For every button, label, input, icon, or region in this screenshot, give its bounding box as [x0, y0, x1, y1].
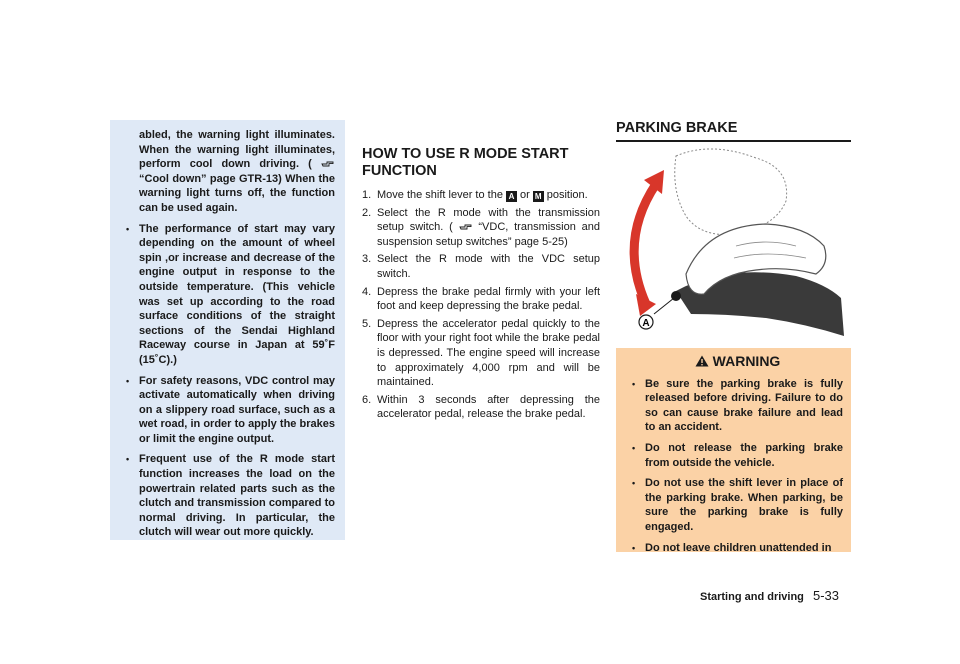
position-m-icon: M — [533, 191, 544, 202]
steps-list — [362, 188, 600, 422]
parking-brake-section — [616, 120, 851, 552]
note-bullet: • The performance of start may vary depending on the amount of wheel spin ,or increase and decrease of the engine output in response to the outside temperature. (This vehicle was set up according to the road surface conditions of the straight sections of the Sendai Highland Raceway course in Japan at 59˚F (15˚C).) — [126, 222, 335, 368]
page-footer — [700, 588, 839, 603]
note-bullet: • For safety reasons, VDC control may activate automatically when driving on a slippery road surface, such as a wet road, in order to apply the brakes or limit the engine output. — [126, 374, 335, 447]
motion-arrow — [634, 184, 656, 304]
footer-section: Starting and driving — [700, 591, 804, 603]
step-item: 5. Depress the accelerator pedal quickly to the floor with your right foot while the brake pedal is depressed. The engine speed will increase to approximately 4,000 rpm and will be maintained. — [362, 317, 600, 389]
section-title: PARKING BRAKE — [616, 120, 851, 142]
step-item: 6. Within 3 seconds after depressing the accelerator pedal, release the brake pedal. — [362, 393, 600, 421]
note-paragraph: abled, the warning light illuminates. When the warning light illuminates, perform cool down driving. ( “Cool down” page GTR-13) When the warning light turns off, the function can be used again. — [139, 129, 335, 214]
position-a-icon: A — [506, 191, 517, 202]
warning-bullet: • Do not release the parking brake from outside the vehicle. — [632, 441, 843, 470]
warning-box — [616, 348, 851, 552]
step-item: 2. Select the R mode with the transmission setup switch. ( “VDC, transmission and suspension setup switches” page 5-25) — [362, 206, 600, 248]
page-number: 5-33 — [812, 588, 839, 603]
section-title: HOW TO USE R MODE START FUNCTION — [362, 146, 569, 179]
step-item: 1. Move the shift lever to the A or M position. — [362, 189, 588, 201]
note-box — [110, 120, 345, 540]
reference-hand-icon — [459, 221, 473, 231]
step-item: 4. Depress the brake pedal firmly with your left foot and keep depressing the brake pedal. — [362, 285, 600, 313]
hand-raised-outline — [675, 149, 787, 235]
warning-bullet: • Be sure the parking brake is fully released before driving. Failure to do so can cause brake failure and lead to an accident. — [632, 377, 843, 435]
reference-hand-icon — [321, 158, 335, 168]
parking-brake-illustration — [616, 146, 851, 346]
warning-triangle-icon — [695, 355, 709, 367]
callout-label: A — [642, 318, 650, 329]
step-item: 3. Select the R mode with the VDC setup switch. — [362, 253, 600, 280]
warning-bullet: • Do not leave children unattended in — [632, 541, 843, 552]
note-bullet: • Frequent use of the R mode start function increases the load on the powertrain related parts such as the clutch and transmission compared to normal driving. In particular, the clutch will wear out more quickly. — [126, 452, 335, 540]
warning-heading: WARNING — [632, 354, 843, 369]
warning-bullet: • Do not use the shift lever in place of the parking brake. When parking, be sure the parking brake is fully engaged. — [632, 476, 843, 534]
howto-section — [362, 146, 600, 425]
